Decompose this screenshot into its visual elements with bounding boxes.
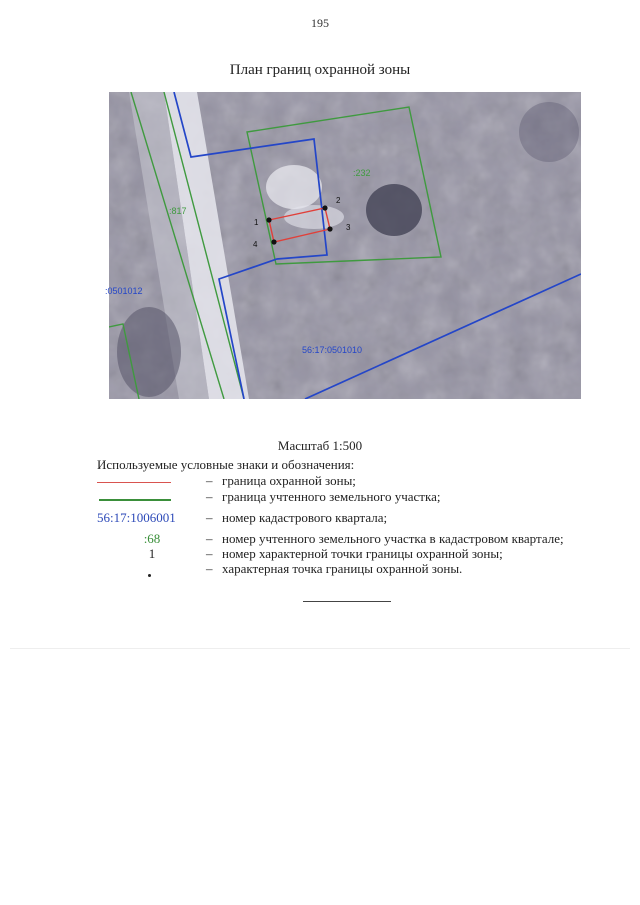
red-line-icon xyxy=(97,482,171,483)
legend-row-point-number xyxy=(97,546,597,562)
dot-icon xyxy=(148,574,151,577)
map-scale: Масштаб 1:500 xyxy=(277,438,363,453)
legend-text-zone-boundary: граница охранной зоны; xyxy=(222,473,356,488)
legend-row-parcel-number xyxy=(97,531,597,547)
point-label-2: 2 xyxy=(336,196,341,205)
legend-dash: – xyxy=(206,546,213,561)
green-line-icon xyxy=(99,499,171,501)
legend-text-quarter-number: номер кадастрового квартала; xyxy=(222,510,388,525)
legend-dash: – xyxy=(206,489,213,504)
tree-shadow xyxy=(366,184,422,236)
legend-symbol-parcel-number: :68 xyxy=(143,531,161,546)
cadastral-map xyxy=(105,92,581,399)
page-fold-line xyxy=(10,648,630,649)
legend-symbol-point-number: 1 xyxy=(148,546,156,561)
legend-row-parcel-boundary xyxy=(97,489,597,505)
point-label-4: 4 xyxy=(253,240,258,249)
parcel-label-232: :232 xyxy=(353,168,371,178)
point-label-1: 1 xyxy=(254,218,259,227)
quarter-label-left: :0501012 xyxy=(105,286,143,296)
legend-text-point-number: номер характерной точки границы охранной зоны; xyxy=(222,546,503,561)
legend-row-quarter-number xyxy=(97,510,597,526)
point-label-3: 3 xyxy=(346,223,351,232)
quarter-label-main: 56:17:0501010 xyxy=(302,345,363,355)
legend-row-zone-boundary xyxy=(97,473,597,489)
parcel-label-817: :817 xyxy=(169,206,187,216)
legend-dash: – xyxy=(206,473,213,488)
legend-text-parcel-number: номер учтенного земельного участка в кадастровом квартале; xyxy=(222,531,564,546)
legend-dash: – xyxy=(206,561,213,576)
page-number: 195 xyxy=(311,16,329,30)
legend-dash: – xyxy=(206,531,213,546)
legend-symbol-quarter-number: 56:17:1006001 xyxy=(97,510,176,525)
legend-heading: Используемые условные знаки и обозначения: xyxy=(97,457,355,472)
legend-dash: – xyxy=(206,510,213,525)
legend-row-point-marker xyxy=(97,561,597,577)
footer-divider xyxy=(303,601,391,602)
legend-text-point-marker: характерная точка границы охранной зоны. xyxy=(222,561,463,576)
map-title: План границ охранной зоны xyxy=(229,62,411,78)
legend-text-parcel-boundary: граница учтенного земельного участка; xyxy=(222,489,441,504)
